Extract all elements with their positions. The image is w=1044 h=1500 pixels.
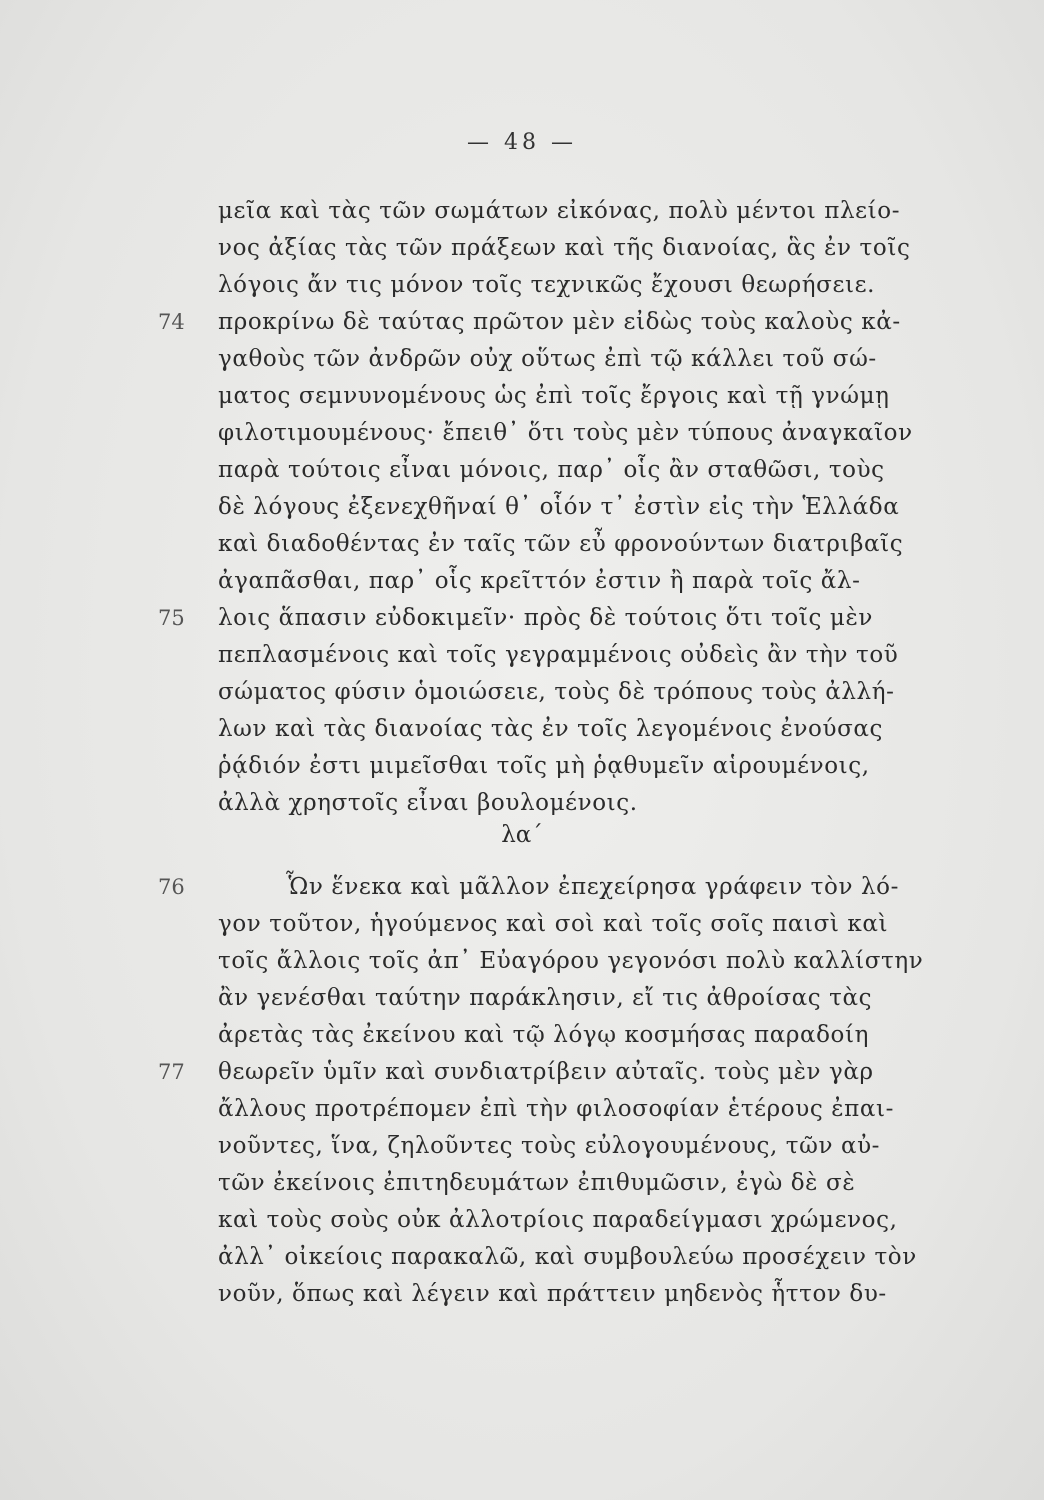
paragraph-number: 74 — [158, 310, 185, 334]
text-line: πεπλασμένοις καὶ τοῖς γεγραμμένοις οὐδεὶς ἂν τὴν τοῦ — [218, 642, 899, 668]
text-line: τῶν ἐκείνοις ἐπιτηδευμάτων ἐπιθυμῶσιν, ἐγὼ δὲ σὲ — [218, 1170, 856, 1196]
text-line: ἄλλους προτρέπομεν ἐπὶ τὴν φιλοσοφίαν ἑτέρους ἐπαι- — [218, 1096, 895, 1122]
text-line: μεῖα καὶ τὰς τῶν σωμάτων εἰκόνας, πολὺ μέντοι πλείο- — [218, 198, 901, 224]
paragraph-number: 75 — [158, 606, 185, 630]
text-line: λόγοις ἄν τις μόνον τοῖς τεχνικῶς ἔχουσι θεωρήσειε. — [218, 272, 876, 298]
text-line: προκρίνω δὲ ταύτας πρῶτον μὲν εἰδὼς τοὺς καλοὺς κἀ- — [218, 309, 901, 335]
text-line: Ὧν ἕνεκα καὶ μᾶλλον ἐπεχείρησα γράφειν τὸν λό- — [286, 874, 899, 900]
section-heading: λα´ — [501, 822, 543, 848]
text-line: καὶ τοὺς σοὺς οὐκ ἀλλοτρίοις παραδείγμασι χρώμενος, — [218, 1207, 898, 1233]
paragraph-number: 77 — [158, 1060, 185, 1084]
text-line: νοῦν, ὅπως καὶ λέγειν καὶ πράττειν μηδενὸς ἧττον δυ- — [218, 1281, 887, 1307]
text-line: τοῖς ἄλλοις τοῖς ἀπ᾽ Εὐαγόρου γεγονόσι πολὺ καλλίστην — [218, 948, 924, 974]
text-line: ἂν γενέσθαι ταύτην παράκλησιν, εἴ τις ἀθροίσας τὰς — [218, 985, 873, 1011]
page-number: — 48 — — [467, 130, 577, 155]
text-line: σώματος φύσιν ὁμοιώσειε, τοὺς δὲ τρόπους τοὺς ἀλλή- — [218, 679, 895, 705]
text-line: παρὰ τούτοις εἶναι μόνοις, παρ᾽ οἷς ἂν σταθῶσι, τοὺς — [218, 457, 885, 483]
text-line: νος ἀξίας τὰς τῶν πράξεων καὶ τῆς διανοίας, ἃς ἐν τοῖς — [218, 235, 911, 261]
text-line: φιλοτιμουμένους· ἔπειθ᾽ ὅτι τοὺς μὲν τύπους ἀναγκαῖον — [218, 420, 913, 446]
text-line: γον τοῦτον, ἡγούμενος καὶ σοὶ καὶ τοῖς σοῖς παισὶ καὶ — [218, 911, 889, 937]
text-line: καὶ διαδοθέντας ἐν ταῖς τῶν εὖ φρονούντων διατριβαῖς — [218, 531, 904, 557]
text-line: ἀρετὰς τὰς ἐκείνου καὶ τῷ λόγῳ κοσμήσας παραδοίη — [218, 1022, 869, 1048]
text-line: ἀγαπᾶσθαι, παρ᾽ οἷς κρεῖττόν ἐστιν ἢ παρὰ τοῖς ἄλ- — [218, 568, 861, 594]
text-line: ἀλλ᾽ οἰκείοις παρακαλῶ, καὶ συμβουλεύω προσέχειν τὸν — [218, 1244, 917, 1270]
text-line: ματος σεμνυνομένους ὡς ἐπὶ τοῖς ἔργοις καὶ τῇ γνώμῃ — [218, 383, 890, 409]
text-line: γαθοὺς τῶν ἀνδρῶν οὐχ οὕτως ἐπὶ τῷ κάλλει τοῦ σώ- — [218, 346, 877, 372]
text-line: ἀλλὰ χρηστοῖς εἶναι βουλομένοις. — [218, 790, 638, 816]
text-line: λοις ἅπασιν εὐδοκιμεῖν· πρὸς δὲ τούτοις ὅτι τοῖς μὲν — [218, 605, 873, 631]
text-line: θεωρεῖν ὑμῖν καὶ συνδιατρίβειν αὐταῖς. τοὺς μὲν γὰρ — [218, 1059, 874, 1085]
text-line: ῥᾴδιόν ἐστι μιμεῖσθαι τοῖς μὴ ῥᾳθυμεῖν αἱρουμένοις, — [218, 753, 870, 779]
paragraph-number: 76 — [158, 875, 185, 899]
text-line: νοῦντες, ἵνα, ζηλοῦντες τοὺς εὐλογουμένους, τῶν αὐ- — [218, 1133, 881, 1159]
text-line: λων καὶ τὰς διανοίας τὰς ἐν τοῖς λεγομένοις ἐνούσας — [218, 716, 883, 742]
text-line: δὲ λόγους ἐξενεχθῆναί θ᾽ οἷόν τ᾽ ἐστὶν εἰς τὴν Ἑλλάδα — [218, 494, 900, 520]
